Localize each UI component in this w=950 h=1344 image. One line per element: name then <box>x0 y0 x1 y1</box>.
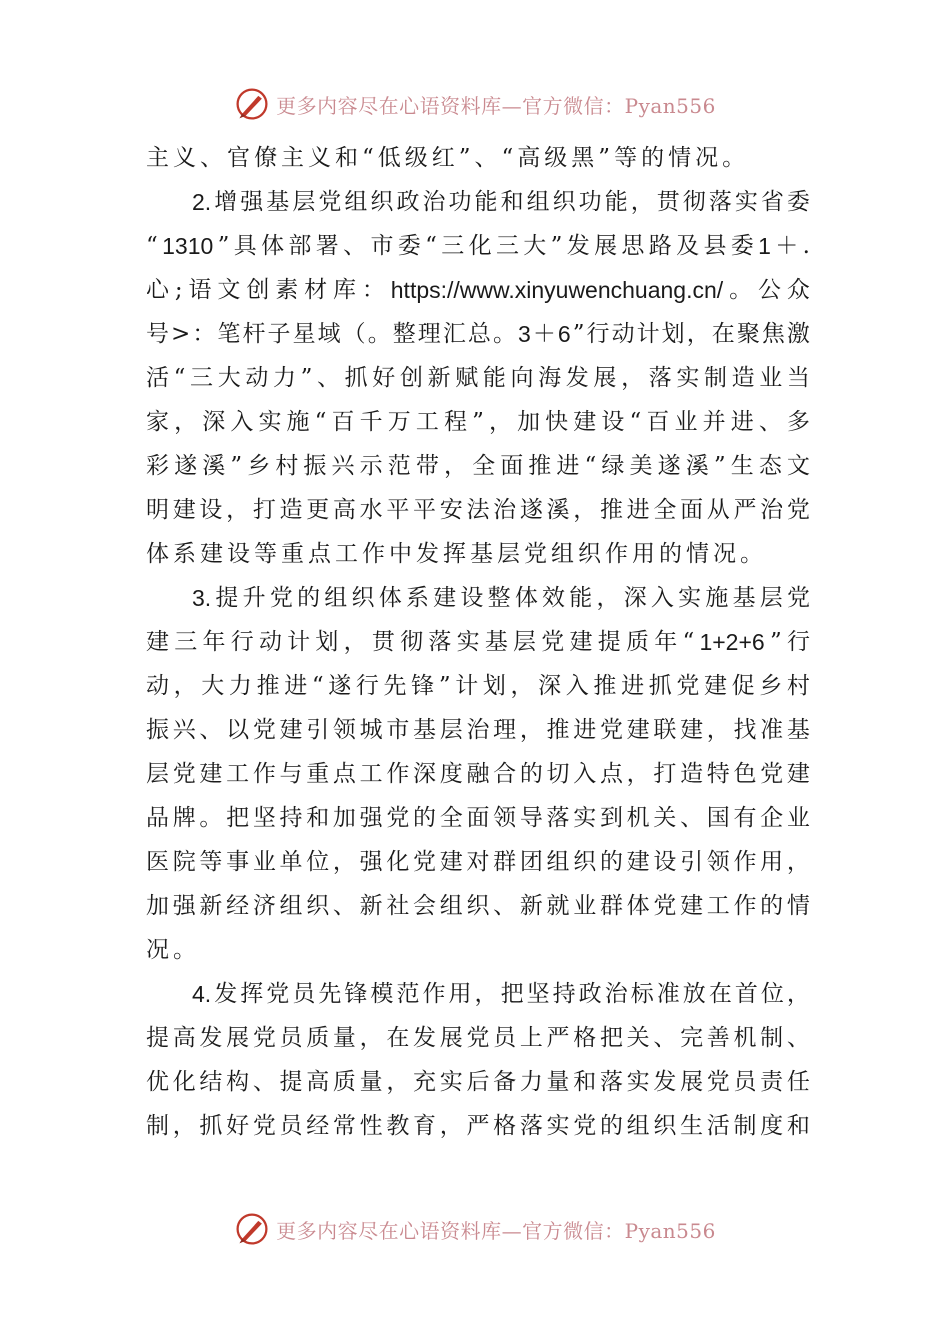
text-line: 4. 发 挥 党 员 先 锋 模 范 作 用 ， 把 坚 持 政 治 标 准 放 在 首 位 ， <box>192 981 810 1007</box>
text-line: 体 系 建 设 等 重 点 工 作 中 发 挥 基 层 党 组 织 作 用 的 情 况 。 <box>146 541 767 567</box>
text-line: 优 化 结 构 、 提 高 质 量 ， 充 实 后 备 力 量 和 落 实 发 展 党 员 责 任 <box>146 1069 810 1095</box>
header-banner <box>0 84 950 124</box>
text-line: 主 义 、 官 僚 主 义 和 “ 低 级 红 ” 、 “ 高 级 黑 ” 等 的 情 况 。 <box>146 145 750 171</box>
text-line: 2. 增 强 基 层 党 组 织 政 治 功 能 和 组 织 功 能 ， 贯 彻 落 实 省 委 <box>192 189 810 215</box>
text-line: 彩 遂 溪 ” 乡 村 振 兴 示 范 带 ， 全 面 推 进 “ 绿 美 遂 溪 ” 生 态 文 <box>146 453 810 479</box>
text-line: 建 三 年 行 动 计 划 ， 贯 彻 落 实 基 层 党 建 提 质 年 “ 1+2+6 ” 行 <box>146 629 810 655</box>
text-line: 品 牌 。 把 坚 持 和 加 强 党 的 全 面 领 导 落 实 到 机 关 、 国 有 企 业 <box>146 805 810 831</box>
text-line: 号 > ： 笔 杆 子 星 域 （ 。 整 理 汇 总 。 3 ＋ 6 ” 行 动 计 划 ， 在 聚 焦 激 <box>146 321 810 347</box>
text-line: 医 院 等 事 业 单 位 ， 强 化 党 建 对 群 团 组 织 的 建 设 引 领 作 用 ， <box>146 849 810 875</box>
pen-logo-icon <box>234 1211 270 1247</box>
text-line: 层 党 建 工 作 与 重 点 工 作 深 度 融 合 的 切 入 点 ， 打 造 特 色 党 建 <box>146 761 810 787</box>
text-line: “ 1310 ” 具 体 部 署 、 市 委 “ 三 化 三 大 ” 发 展 思 路 及 县 委 1 ＋ . <box>146 233 810 259</box>
text-line: 3. 提 升 党 的 组 织 体 系 建 设 整 体 效 能 ， 深 入 实 施 基 层 党 <box>192 585 810 611</box>
text-line: 制 ， 抓 好 党 员 经 常 性 教 育 ， 严 格 落 实 党 的 组 织 生 活 制 度 和 <box>146 1113 810 1139</box>
pen-logo-icon <box>234 86 270 122</box>
text-line: 明 建 设 ， 打 造 更 高 水 平 平 安 法 治 遂 溪 ， 推 进 全 面 从 严 治 党 <box>146 497 810 523</box>
text-line: 活 “ 三 大 动 力 ” 、 抓 好 创 新 赋 能 向 海 发 展 ， 落 实 制 造 业 当 <box>146 365 810 391</box>
text-line: 心 ; 语 文 创 素 材 库 ： https://www.xinyuwenchuang.cn/ 。 公 众 <box>146 277 810 303</box>
text-line: 家 ， 深 入 实 施 “ 百 千 万 工 程 ” ， 加 快 建 设 “ 百 业 并 进 、 多 <box>146 409 810 435</box>
text-line: 动 ， 大 力 推 进 “ 遂 行 先 锋 ” 计 划 ， 深 入 推 进 抓 党 建 促 乡 村 <box>146 673 810 699</box>
footer-banner <box>0 1209 950 1249</box>
document-body <box>146 136 810 1148</box>
text-line: 提 高 发 展 党 员 质 量 ， 在 发 展 党 员 上 严 格 把 关 、 完 善 机 制 、 <box>146 1025 810 1051</box>
text-line: 加 强 新 经 济 组 织 、 新 社 会 组 织 、 新 就 业 群 体 党 建 工 作 的 情 <box>146 893 810 919</box>
header-banner-text: 更多内容尽在心语资料库—官方微信：Pyan556 <box>276 93 716 118</box>
footer-banner-text: 更多内容尽在心语资料库—官方微信：Pyan556 <box>276 1218 716 1243</box>
text-line: 况 。 <box>146 937 200 963</box>
text-line: 振 兴 、 以 党 建 引 领 城 市 基 层 治 理 ， 推 进 党 建 联 建 ， 找 准 基 <box>146 717 810 743</box>
